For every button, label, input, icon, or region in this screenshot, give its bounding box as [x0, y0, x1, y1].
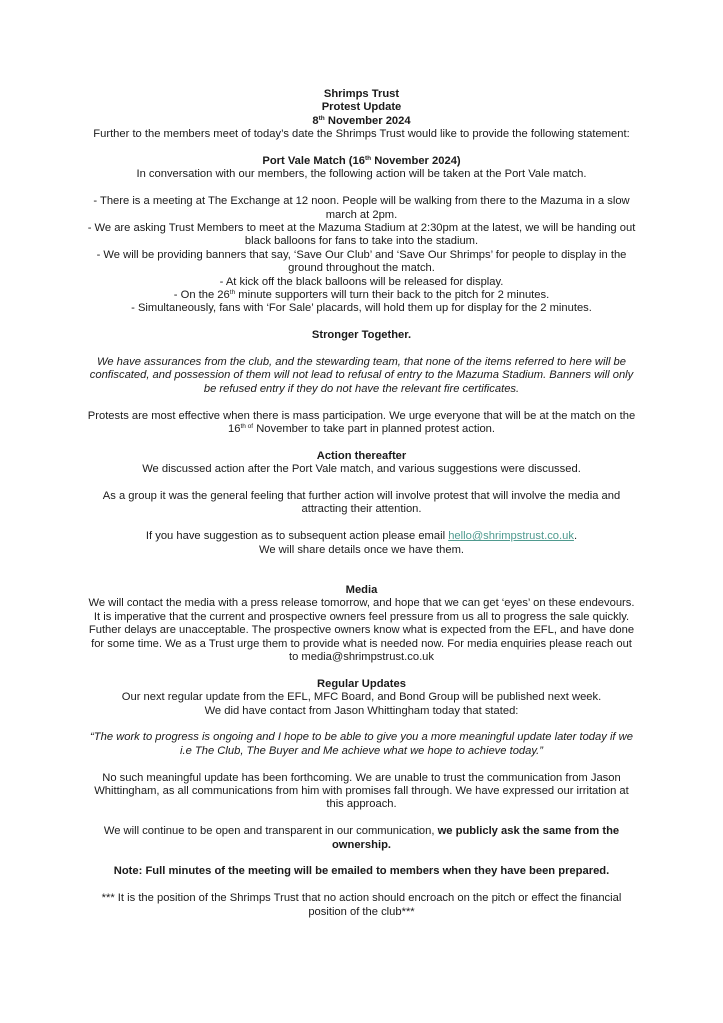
document-title: Protest Update [321, 101, 402, 114]
position-statement: *** It is the position of the Shrimps Trust that no action should encroach on the pitch or effect the financial position of the club*** [101, 892, 622, 918]
port-vale-heading: Port Vale Match (16th November 2024) [262, 155, 461, 168]
port-vale-lead: In conversation with our members, the following action will be taken at the Port Vale match. [136, 168, 587, 181]
action-item: - There is a meeting at The Exchange at 12 noon. People will be walking from there to the Mazuma in a slow march at 2pm. [93, 195, 630, 221]
thereafter-paragraph: We will share details once we have them. [259, 543, 464, 556]
thereafter-paragraph: As a group it was the general feeling that further action will involve protest that will involve the media and attracting their attention. [102, 490, 621, 516]
assurance-paragraph: We have assurances from the club, and the stewarding team, that none of the items referred to here will be confiscated, and possession of them will not lead to refusal of entry to the Mazuma Stadium. Banners will only be refused entry if they do not have the relevant fire certificates. [89, 356, 634, 395]
action-item: - We will be providing banners that say, ‘Save Our Club’ and ‘Save Our Shrimps’ for people to display in the ground throughout the match. [96, 248, 627, 275]
participation-paragraph: Protests are most effective when there is mass participation. We urge everyone that will be at the match on the $16^{th of}$ November to take part in planned protest action. [87, 409, 636, 436]
email-paragraph: If you have suggestion as to subsequent action please email hello@shrimpstrust.co.uk. [145, 530, 578, 543]
action-thereafter-heading: Action thereafter [316, 449, 407, 462]
org-name: Shrimps Trust [323, 88, 400, 100]
document-date: 8th November 2024 [312, 114, 411, 127]
updates-paragraph: Our next regular update from the EFL, MFC Board, and Bond Group will be published next week. [121, 691, 602, 704]
intro-paragraph: Further to the members meet of today’s date the Shrimps Trust would like to provide the following statement: [93, 128, 630, 141]
media-paragraph: We will contact the media with a press release tomorrow, and hope that we can get ‘eyes’ on these endevours. It is imperative that the current and prospective owners feel pressure from us all to progress the sale quickly. Futher delays are unacceptable. The prospective owners know what is expected from the EFL, and have done for some time. We as a Trust urge them to provide what is needed now. For media enquiries please reach out to media@shrimpstrust.co.uk [88, 597, 635, 663]
email-link[interactable]: hello@shrimpstrust.co.uk [448, 530, 574, 543]
quote-paragraph: “The work to progress is ongoing and I hope to be able to give you a more meaningful update later today if we i.e The Club, The Buyer and Me achieve what we hope to achieve today.” [90, 731, 633, 757]
updates-paragraph: No such meaningful update has been forthcoming. We are unable to trust the communication from Jason Whittingham, as all communications from him with promises fall through. We have expressed our irritation at this approach. [94, 771, 629, 811]
minutes-note: Note: Full minutes of the meeting will be emailed to members when they have been prepared. [113, 865, 610, 878]
media-heading: Media [345, 583, 378, 596]
action-item: - At kick off the black balloons will be released for display. [219, 275, 504, 288]
action-item: - On the 26th minute supporters will turn their back to the pitch for 2 minutes. [173, 289, 550, 302]
regular-updates-heading: Regular Updates [317, 677, 406, 690]
thereafter-paragraph: We discussed action after the Port Vale match, and various suggestions were discussed. [142, 463, 581, 476]
updates-paragraph: We did have contact from Jason Whittingham today that stated: [204, 704, 519, 717]
stronger-together-heading: Stronger Together. [311, 329, 412, 342]
action-item: - Simultaneously, fans with ‘For Sale’ placards, will hold them up for display for the 2 minutes. [131, 302, 592, 315]
action-item: - We are asking Trust Members to meet at the Mazuma Stadium at 2:30pm at the latest, we will be handing out black balloons for fans to take into the stadium. [87, 222, 636, 248]
updates-paragraph: We will continue to be open and transparent in our communication, we publicly ask the same from the ownership. [103, 825, 620, 851]
document-body [86, 88, 637, 919]
